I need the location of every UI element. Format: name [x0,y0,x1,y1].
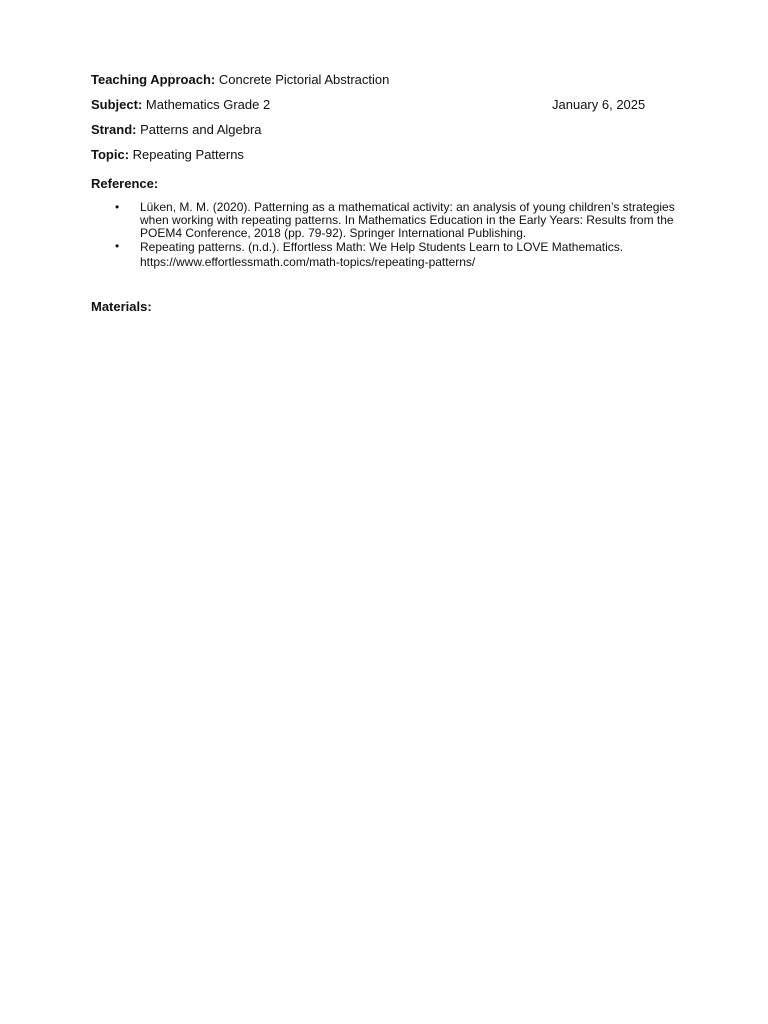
reference-label: Reference: [91,176,159,191]
subject-value: Mathematics Grade 2 [142,97,271,112]
reference-item [91,240,691,270]
materials-heading [91,299,152,314]
reference-item-text: Repeating patterns. (n.d.). Effortless Math: We Help Students Learn to LOVE Mathematics. https://www.effortlessmath.com/math-topics/repeating-patterns/ [140,240,624,269]
topic-value: Repeating Patterns [129,147,244,162]
subject-line [91,97,270,112]
bullet-icon: • [115,200,120,214]
reference-heading [91,176,158,191]
bullet-icon: • [115,239,120,253]
strand-line [91,122,262,137]
subject-label: Subject: [91,97,143,112]
document-date: January 6, 2025 [552,97,646,112]
reference-item-text: Lüken, M. M. (2020). Patterning as a mathematical activity: an analysis of young children’s strategies when working with repeating patterns. In Mathematics Education in the Early Years: Results from the POEM4 Conference, 2018 (pp. 79-92). Springer International Publishing. [140,200,675,240]
teaching-approach-line [91,72,389,87]
reference-item [91,201,691,240]
topic-line [91,147,244,162]
teaching-approach-label: Teaching Approach: [91,72,216,87]
materials-label: Materials: [91,299,152,314]
topic-label: Topic: [91,147,130,162]
teaching-approach-value: Concrete Pictorial Abstraction [215,72,390,87]
strand-value: Patterns and Algebra [136,122,262,137]
reference-list [91,201,691,270]
strand-label: Strand: [91,122,137,137]
